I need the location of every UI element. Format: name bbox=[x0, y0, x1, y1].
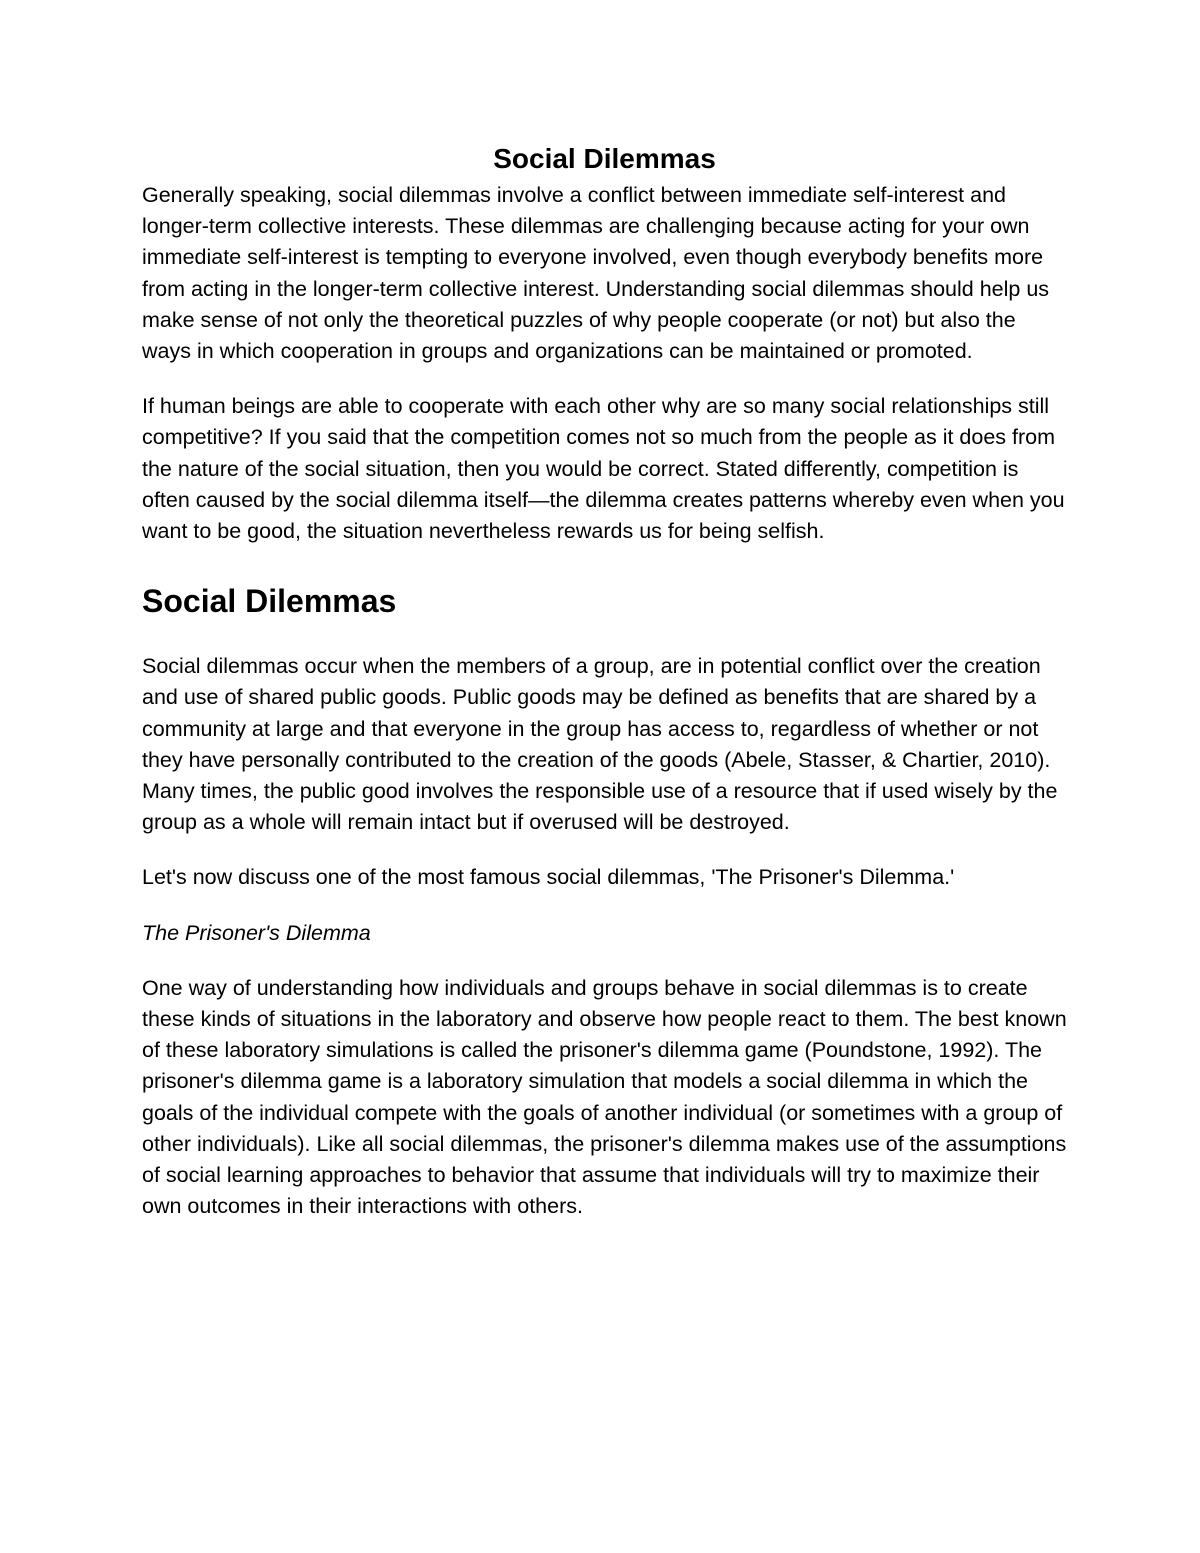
section-heading: Social Dilemmas bbox=[142, 583, 397, 620]
public-goods-paragraph: Social dilemmas occur when the members of a group, are in potential conflict over the creation and use of shared public goods. Public goods may be defined as benefits that are shared by a community at large and that everyone in the group has access to, regardless of whether or not they have personally contributed to the creation of the goods (Abele, Stasser, & Chartier, 2010). Many times, the public good involves the responsible use of a resource that if used wisely by the group as a whole will remain intact but if overused will be destroyed. bbox=[142, 654, 1058, 835]
intro-paragraph: Generally speaking, social dilemmas involve a conflict between immediate self-interest and longer-term collective interests. These dilemmas are challenging because acting for your own immediate self-interest is tempting to everyone involved, even though everybody benefits more from acting in the longer-term collective interest. Understanding social dilemmas should help us make sense of not only the theoretical puzzles of why people cooperate (or not) but also the ways in which cooperation in groups and organizations can be maintained or promoted. bbox=[142, 183, 1050, 364]
competition-paragraph: If human beings are able to cooperate with each other why are so many social relationships still competitive? If you said that the competition comes not so much from the people as it does from the nature of the social situation, then you would be correct. Stated differently, competition is often caused by the social dilemma itself—the dilemma creates patterns whereby even when you want to be good, the situation nevertheless rewards us for being selfish. bbox=[142, 394, 1065, 544]
prisoners-dilemma-paragraph: One way of understanding how individuals and groups behave in social dilemmas is to create these kinds of situations in the laboratory and observe how people react to them. The best known of these laboratory simulations is called the prisoner's dilemma game (Poundstone, 1992). The prisoner's dilemma game is a laboratory simulation that models a social dilemma in which the goals of the individual compete with the goals of another individual (or sometimes with a group of other individuals). Like all social dilemmas, the prisoner's dilemma makes use of the assumptions of social learning approaches to behavior that assume that individuals will try to maximize their own outcomes in their interactions with others. bbox=[142, 975, 1067, 1219]
document-content bbox=[142, 138, 1067, 1222]
prisoners-dilemma-subheading: The Prisoner's Dilemma bbox=[142, 920, 371, 945]
page-title: Social Dilemmas bbox=[493, 143, 716, 174]
transition-paragraph: Let's now discuss one of the most famous social dilemmas, 'The Prisoner's Dilemma.' bbox=[142, 865, 955, 890]
